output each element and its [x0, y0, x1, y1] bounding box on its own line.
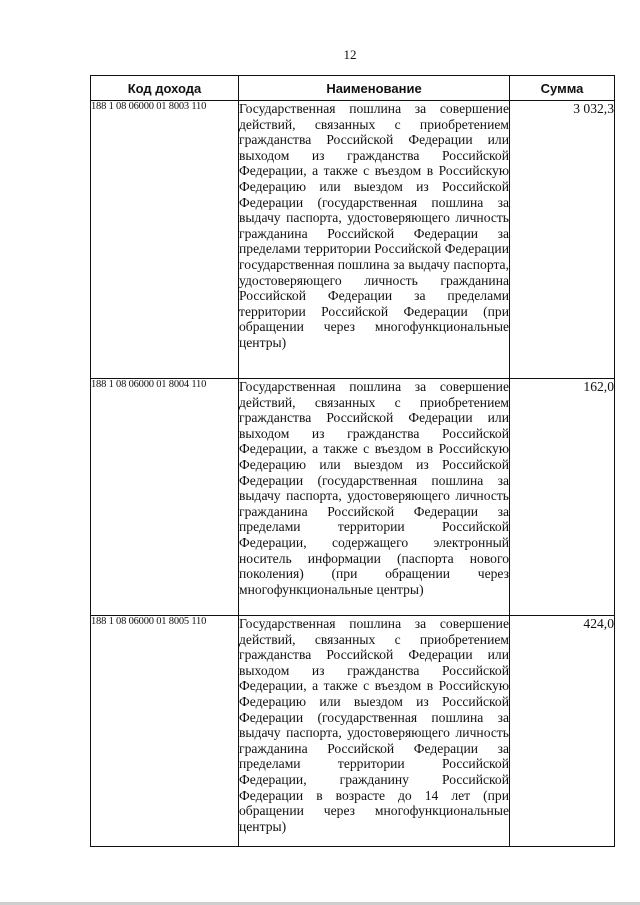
revenue-code-cell: 188 1 08 06000 01 8005 110 [91, 616, 239, 847]
revenue-name-cell: Государственная пошлина за совершение действий, связанных с приобретением гражданства Российской Федерации или выходом из гражданства Российской Федерации, а также с въездом в Российскую Федерацию или выездом из Российской Федерации (государственная пошлина за выдачу паспорта, удостоверяющего личность гражданина Российской Федерации за пределами территории Российской Федерации государственная пошлина за выдачу паспорта, удостоверяющего личность гражданина Российской Федерации за пределами территории Российской Федерации (при обращении через многофункциональные центры) [239, 101, 510, 379]
revenue-code-cell: 188 1 08 06000 01 8004 110 [91, 379, 239, 616]
table-row [91, 101, 615, 379]
revenue-sum-cell: 424,0 [510, 616, 615, 847]
revenue-sum-cell: 162,0 [510, 379, 615, 616]
header-code: Код дохода [91, 76, 239, 101]
header-name: Наименование [239, 76, 510, 101]
table-header [91, 76, 615, 101]
revenue-sum-cell: 3 032,3 [510, 101, 615, 379]
revenue-name-cell: Государственная пошлина за совершение действий, связанных с приобретением гражданства Российской Федерации или выходом из гражданства Российской Федерации, а также с въездом в Российскую Федерацию или выездом из Российской Федерации (государственная пошлина за выдачу паспорта, удостоверяющего личность гражданина Российской Федерации за пределами территории Российской Федерации, гражданину Российской Федерации в возрасте до 14 лет (при обращении через многофункциональные центры) [239, 616, 510, 847]
revenue-table [90, 75, 615, 847]
table-body [91, 101, 615, 847]
header-sum: Сумма [510, 76, 615, 101]
page-number: 12 [343, 47, 357, 62]
header-row [91, 76, 615, 101]
revenue-code-cell: 188 1 08 06000 01 8003 110 [91, 101, 239, 379]
revenue-name-cell: Государственная пошлина за совершение действий, связанных с приобретением гражданства Российской Федерации или выходом из гражданства Российской Федерации, а также с въездом в Российскую Федерацию или выездом из Российской Федерации (государственная пошлина за выдачу паспорта, удостоверяющего личность гражданина Российской Федерации за пределами территории Российской Федерации, содержащего электронный носитель информации (паспорта нового поколения) (при обращении через многофункциональные центры) [239, 379, 510, 616]
table-row [91, 616, 615, 847]
table-row [91, 379, 615, 616]
